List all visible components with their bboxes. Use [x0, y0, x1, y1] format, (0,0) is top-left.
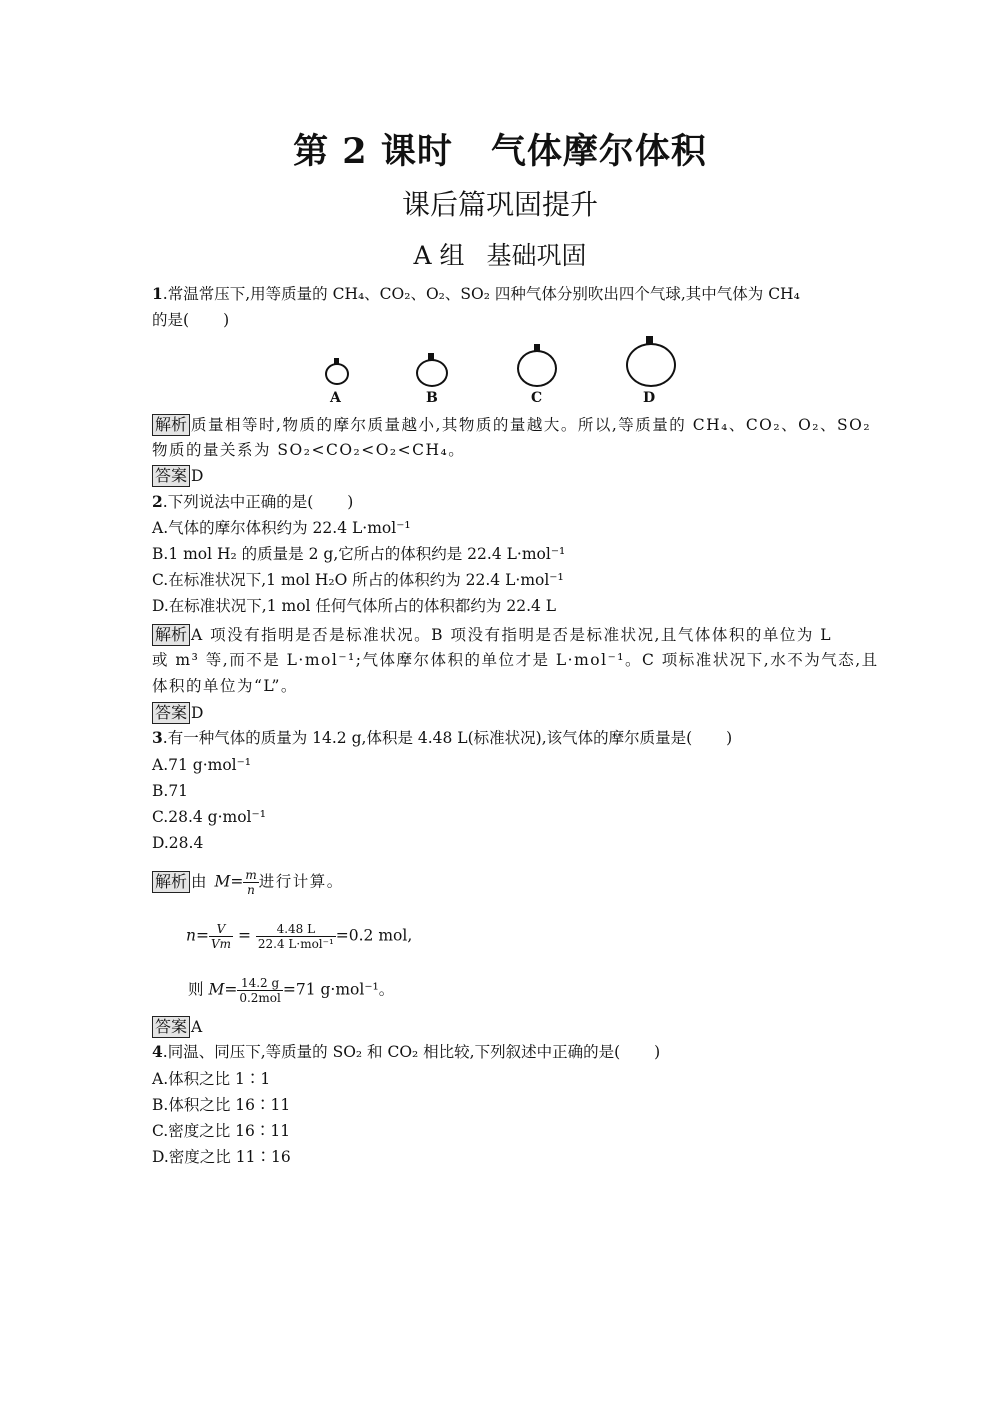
q3-calc-line2: 则 M= $\frac{14.2 g}{\text{0.2mol}}$ =71 g·mol⁻¹。 [188, 976, 395, 1005]
fraction-mass-over-moles: $\frac{14.2 g}{\text{0.2mol}}$ [239, 976, 281, 1005]
answer-tag: 答案 [152, 702, 190, 724]
q1-number: 1 [152, 284, 163, 303]
q2-answer [152, 702, 203, 724]
group-name: 基础巩固 [486, 241, 587, 270]
q2-number: 2 [152, 492, 163, 511]
balloon-b-icon [416, 359, 448, 387]
answer-tag: 答案 [152, 1016, 190, 1038]
q3-answer [152, 1016, 202, 1038]
q2-option-b: B.1 mol H₂ 的质量是 2 g,它所占的体积约是 22.4 L·mol⁻¹ [152, 545, 566, 563]
analysis-tag: 解析 [152, 871, 190, 893]
q1-analysis-line1: 解析 质量相等时,物质的摩尔质量越小,其物质的量越大。所以,等质量的 CH₄、CO₂、O₂、SO₂ [152, 414, 871, 436]
q4-number: 4 [152, 1042, 163, 1061]
balloon-d-icon [626, 343, 676, 387]
group-title [0, 236, 1000, 272]
q2-option-d: D.在标准状况下,1 mol 任何气体所占的体积都约为 22.4 L [152, 597, 557, 615]
q1-stem-line1: 1.常温常压下,用等质量的 CH₄、CO₂、O₂、SO₂ 四种气体分别吹出四个气球,其中气体为 CH₄ [152, 284, 800, 303]
lesson-topic: 气体摩尔体积 [490, 131, 707, 172]
q3-stem: 3.有一种气体的质量为 14.2 g,体积是 4.48 L(标准状况),该气体的摩尔质量是( ) [152, 728, 733, 747]
balloon-c-icon [517, 350, 557, 387]
balloon-label-c: C [531, 390, 543, 406]
q2-analysis-line2: 或 m³ 等,而不是 L·mol⁻¹;气体摩尔体积的单位才是 L·mol⁻¹。C 项标准状况下,水不为气态,且 [152, 651, 879, 669]
q3-calc-line1: n= $\frac{V}{Vm}$ = $\frac{4.48 L}{\text{22.4 L·mol⁻¹}}$ =0.2 mol, [186, 922, 413, 951]
balloon-a-icon [325, 363, 349, 385]
fraction-m-over-n: $\frac{m}{n}$ [245, 868, 257, 897]
q2-option-c: C.在标准状况下,1 mol H₂O 所占的体积约为 22.4 L·mol⁻¹ [152, 571, 564, 589]
q2-analysis-line1: 解析 A 项没有指明是否是标准状况。B 项没有指明是否是标准状况,且气体体积的单位为 L [152, 624, 832, 646]
q2-answer-value: D [191, 704, 204, 722]
q3-number: 3 [152, 728, 163, 747]
balloon-label-b: B [426, 390, 438, 406]
q2-option-a: A.气体的摩尔体积约为 22.4 L·mol⁻¹ [152, 519, 411, 537]
balloon-figure [320, 340, 690, 410]
fraction-v-over-vm: $\frac{V}{Vm}$ [210, 922, 232, 951]
q3-option-c: C.28.4 g·mol⁻¹ [152, 808, 266, 826]
q1-analysis-line2: 物质的量关系为 SO₂<CO₂<O₂<CH₄。 [152, 441, 466, 459]
section-title: 课后篇巩固提升 [401, 188, 598, 221]
q3-option-b: B.71 [152, 782, 189, 800]
analysis-tag: 解析 [152, 624, 190, 646]
q4-option-d: D.密度之比 11∶16 [152, 1148, 291, 1166]
q3-option-a: A.71 g·mol⁻¹ [152, 756, 252, 774]
fraction-volume-over-molar-volume: $\frac{4.48 L}{\text{22.4 L·mol⁻¹}}$ [257, 922, 334, 951]
q3-answer-value: A [191, 1018, 203, 1036]
q1-answer-value: D [191, 467, 204, 485]
lesson-number: 第 2 课时 [293, 131, 453, 172]
q4-option-b: B.体积之比 16∶11 [152, 1096, 291, 1114]
q4-option-a: A.体积之比 1∶1 [152, 1070, 271, 1088]
group-label: A 组 [413, 241, 465, 270]
lesson-title [0, 124, 1000, 174]
q1-stem-line2: 的是( ) [152, 311, 230, 329]
q4-option-c: C.密度之比 16∶11 [152, 1122, 291, 1140]
q3-analysis-line1: 解析 由 M= $\frac{m}{n}$ 进行计算。 [152, 868, 344, 897]
balloon-label-a: A [330, 390, 341, 406]
q3-option-d: D.28.4 [152, 834, 204, 852]
analysis-tag: 解析 [152, 414, 190, 436]
q2-analysis-line3: 体积的单位为“L”。 [152, 677, 298, 695]
q1-answer [152, 465, 203, 487]
q2-stem: 2.下列说法中正确的是( ) [152, 492, 354, 511]
q4-stem: 4.同温、同压下,等质量的 SO₂ 和 CO₂ 相比较,下列叙述中正确的是( ) [152, 1042, 661, 1061]
answer-tag: 答案 [152, 465, 190, 487]
balloon-label-d: D [643, 390, 656, 406]
